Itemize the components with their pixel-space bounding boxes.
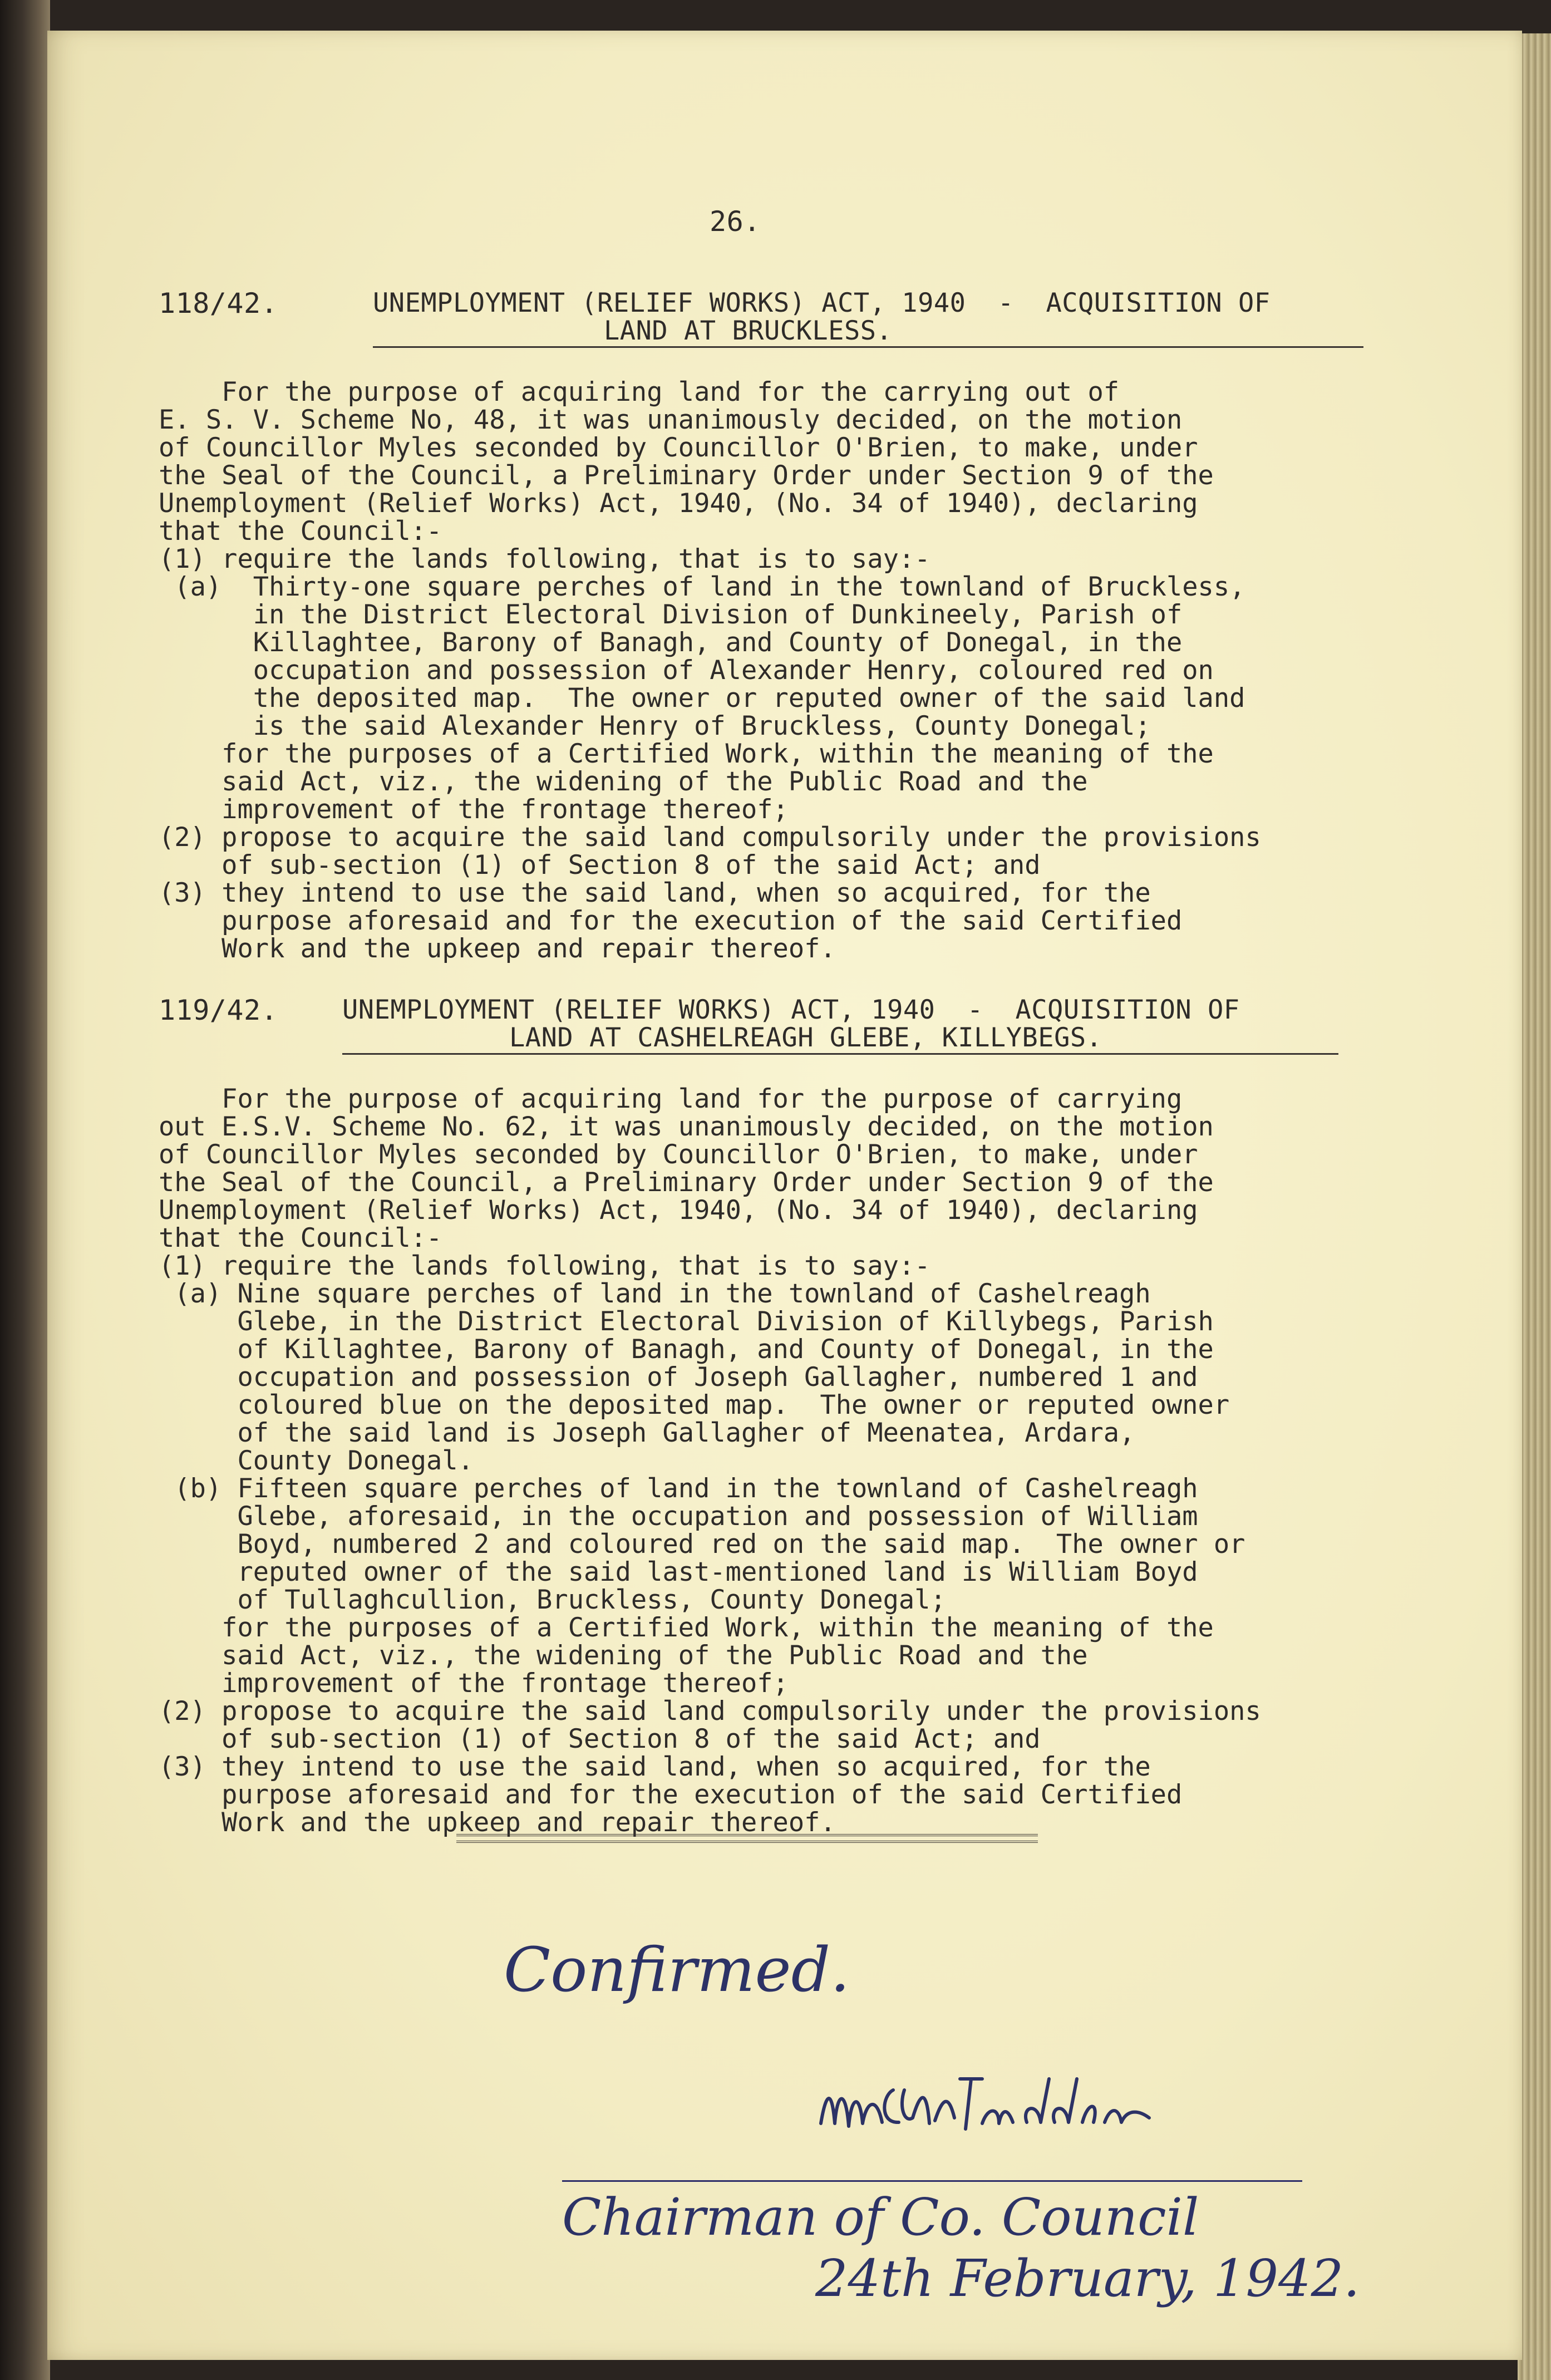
body-line: County Donegal.	[159, 1445, 474, 1476]
page-stack-edge	[1518, 33, 1551, 2380]
body-line: (a) Thirty-one square perches of land in the townland of Bruckless,	[159, 572, 1245, 602]
entry-body	[159, 1085, 1261, 1837]
body-line: the Seal of the Council, a Preliminary Order under Section 9 of the	[159, 460, 1214, 491]
body-line: improvement of the frontage thereof;	[159, 794, 789, 825]
date-handwriting: 24th February, 1942.	[815, 2249, 1360, 2308]
body-line: for the purposes of a Certified Work, within the meaning of the	[159, 739, 1214, 769]
body-line: improvement of the frontage thereof;	[159, 1668, 789, 1699]
document-page	[47, 31, 1522, 2360]
entry-heading-line1: UNEMPLOYMENT (RELIEF WORKS) ACT, 1940 - ACQUISITION OF	[373, 288, 1271, 318]
body-line: For the purpose of acquiring land for the purpose of carrying	[159, 1084, 1183, 1114]
body-line: Work and the upkeep and repair thereof.	[159, 1807, 836, 1838]
entry-number: 119/42.	[159, 994, 278, 1026]
entry-heading-line2: LAND AT BRUCKLESS.	[604, 316, 893, 346]
body-line: said Act, viz., the widening of the Public Road and the	[159, 1640, 1088, 1671]
heading-underline	[373, 346, 1363, 348]
body-line: that the Council:-	[159, 516, 442, 547]
entry-heading-line1: UNEMPLOYMENT (RELIEF WORKS) ACT, 1940 - ACQUISITION OF	[342, 995, 1240, 1025]
body-line: of sub-section (1) of Section 8 of the said Act; and	[159, 1724, 1041, 1754]
body-line: (1) require the lands following, that is to say:-	[159, 1251, 930, 1281]
body-line: (2) propose to acquire the said land compulsorily under the provisions	[159, 1696, 1261, 1727]
chairman-signature	[815, 2057, 1160, 2168]
body-line: Unemployment (Relief Works) Act, 1940, (No. 34 of 1940), declaring	[159, 1195, 1198, 1226]
body-line: of sub-section (1) of Section 8 of the said Act; and	[159, 850, 1041, 881]
body-line: of Killaghtee, Barony of Banagh, and County of Donegal, in the	[159, 1334, 1214, 1365]
body-line: of the said land is Joseph Gallagher of Meenatea, Ardara,	[159, 1418, 1135, 1448]
page-number: 26.	[710, 205, 761, 238]
body-line: in the District Electoral Division of Dunkineely, Parish of	[159, 599, 1183, 630]
body-line: occupation and possession of Alexander Henry, coloured red on	[159, 655, 1214, 686]
body-line: coloured blue on the deposited map. The owner or reputed owner	[159, 1390, 1230, 1420]
book-binding-edge	[0, 0, 50, 2380]
body-line: (a) Nine square perches of land in the townland of Cashelreagh	[159, 1278, 1151, 1309]
signature-line	[562, 2180, 1302, 2182]
body-line: the deposited map. The owner or reputed owner of the said land	[159, 683, 1245, 714]
body-line: (b) Fifteen square perches of land in the townland of Cashelreagh	[159, 1473, 1198, 1504]
body-line: of Councillor Myles seconded by Councillor O'Brien, to make, under	[159, 1139, 1198, 1170]
body-line: Killaghtee, Barony of Banagh, and County of Donegal, in the	[159, 627, 1183, 658]
confirmed-handwriting: Confirmed.	[504, 1934, 850, 2005]
body-line: Work and the upkeep and repair thereof.	[159, 933, 836, 964]
body-line: (2) propose to acquire the said land compulsorily under the provisions	[159, 822, 1261, 853]
body-line: Boyd, numbered 2 and coloured red on the said map. The owner or	[159, 1529, 1245, 1560]
body-line: purpose aforesaid and for the execution of the said Certified	[159, 1779, 1183, 1810]
body-line: for the purposes of a Certified Work, within the meaning of the	[159, 1612, 1214, 1643]
body-line: is the said Alexander Henry of Bruckless, County Donegal;	[159, 711, 1151, 741]
body-line: that the Council:-	[159, 1223, 442, 1253]
body-line: reputed owner of the said last-mentioned land is William Boyd	[159, 1557, 1198, 1587]
chairman-title-handwriting: Chairman of Co. Council	[562, 2187, 1199, 2247]
end-of-minutes-rule	[456, 1834, 1038, 1843]
body-line: E. S. V. Scheme No, 48, it was unanimously decided, on the motion	[159, 405, 1183, 435]
body-line: the Seal of the Council, a Preliminary Order under Section 9 of the	[159, 1167, 1214, 1198]
body-line: Unemployment (Relief Works) Act, 1940, (No. 34 of 1940), declaring	[159, 488, 1198, 519]
body-line: Glebe, in the District Electoral Division of Killybegs, Parish	[159, 1306, 1214, 1337]
body-line: said Act, viz., the widening of the Public Road and the	[159, 766, 1088, 797]
body-line: (3) they intend to use the said land, when so acquired, for the	[159, 1752, 1151, 1782]
body-line: out E.S.V. Scheme No. 62, it was unanimously decided, on the motion	[159, 1112, 1214, 1142]
body-line: occupation and possession of Joseph Gallagher, numbered 1 and	[159, 1362, 1198, 1393]
entry-heading-line2: LAND AT CASHELREAGH GLEBE, KILLYBEGS.	[509, 1022, 1102, 1053]
body-line: Glebe, aforesaid, in the occupation and possession of William	[159, 1501, 1198, 1532]
body-line: (1) require the lands following, that is to say:-	[159, 544, 930, 574]
entry-body	[159, 378, 1261, 963]
body-line: of Tullaghcullion, Bruckless, County Donegal;	[159, 1585, 946, 1615]
body-line: purpose aforesaid and for the execution of the said Certified	[159, 906, 1183, 936]
entry-number: 118/42.	[159, 287, 278, 319]
heading-underline	[342, 1053, 1338, 1055]
body-line: of Councillor Myles seconded by Councillor O'Brien, to make, under	[159, 432, 1198, 463]
body-line: For the purpose of acquiring land for the carrying out of	[159, 377, 1120, 407]
body-line: (3) they intend to use the said land, when so acquired, for the	[159, 878, 1151, 908]
